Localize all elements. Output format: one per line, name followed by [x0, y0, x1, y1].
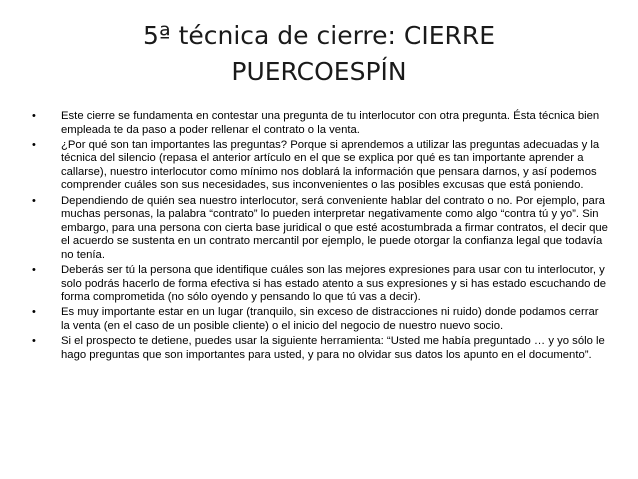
slide-title-line-2: PUERCOESPÍN: [231, 57, 407, 86]
bullet-icon: •: [32, 194, 36, 207]
bullet-icon: •: [32, 264, 36, 277]
bullet-item: [30, 335, 610, 362]
bullet-icon: •: [32, 306, 36, 319]
bullet-item: [30, 264, 610, 305]
bullet-text: Deberás ser tú la persona que identifique cuáles son las mejores expresiones para usar con tu interlocutor, y solo podrás hacerlo de forma efectiva si has estado atento a sus expresiones y si has estado escuchando de forma comprometida (no sólo oyendo y pensando lo que tú vas a decir).: [61, 264, 607, 304]
slide-title: [30, 18, 608, 90]
bullet-item: [30, 195, 610, 263]
slide-title-line-1: 5ª técnica de cierre: CIERRE: [142, 21, 496, 50]
bullet-text: Es muy importante estar en un lugar (tranquilo, sin exceso de distracciones ni ruido) donde podamos cerrar la venta (en el caso de un posible cliente) o el inicio del negocio de nuestro nuevo socio.: [61, 306, 599, 332]
bullet-text: Si el prospecto te detiene, puedes usar la siguiente herramienta: “Usted me había preguntado … y yo sólo le hago preguntas que son importantes para usted, y para no olvidar sus datos los apunto en el documento”.: [61, 335, 605, 361]
bullet-item: [30, 306, 610, 333]
bullet-list: [30, 110, 610, 364]
bullet-item: [30, 110, 610, 137]
bullet-icon: •: [32, 138, 36, 151]
bullet-icon: •: [32, 110, 36, 122]
bullet-item: [30, 139, 610, 193]
bullet-text: ¿Por qué son tan importantes las preguntas? Porque si aprendemos a utilizar las preguntas adecuadas y la técnica del silencio (repasa el anterior artículo en el que se explica por qué es tan importante aprender a callarse), nuestro interlocutor como mínimo nos doblará la información que pensara darnos, y así podemos comprender cuáles son sus necesidades, sus inconvenientes o las posibles excusas que está poniendo.: [61, 138, 600, 192]
bullet-text: Dependiendo de quién sea nuestro interlocutor, será conveniente hablar del contrato o no. Por ejemplo, para muchas personas, la palabra “contrato” lo pueden interpretar negativamente como algo “contra tú y yo”. Sin embargo, para una persona con cierta base juridical o que esté acostumbrada a firmar contratos, el decir que el acuerdo se sustenta en un contrato mercantil por ejemplo, le puede otorgar la confianza legal que todavía no tenía.: [61, 194, 608, 261]
bullet-icon: •: [32, 335, 36, 347]
bullet-text: Este cierre se fundamenta en contestar una pregunta de tu interlocutor con otra pregunta. Ésta técnica bien empleada te da paso a poder rellenar el contrato o la venta.: [61, 110, 600, 136]
